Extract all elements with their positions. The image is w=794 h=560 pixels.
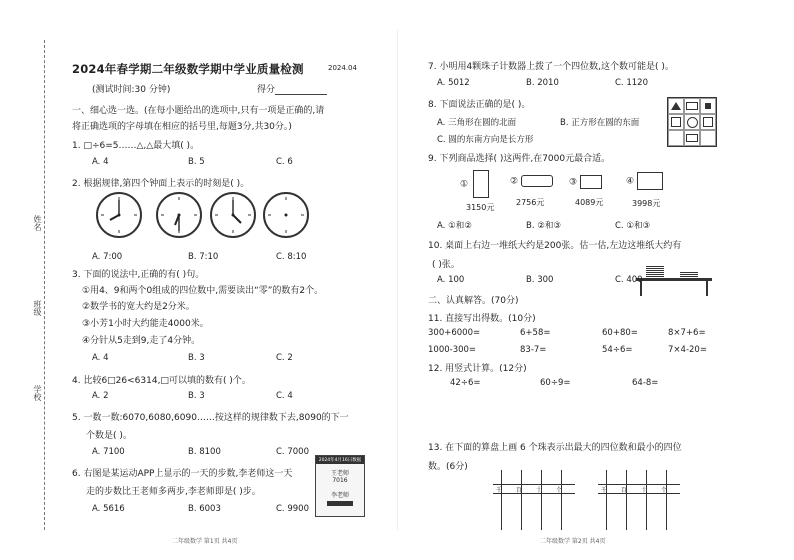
q9-text: 9. 下列商品选择( )这两件,在7000元最合适。 <box>428 154 611 164</box>
q8-option-c[interactable]: C. 圆的东南方向是长方形 <box>437 135 534 145</box>
section2-title: 二、认真解答。(70分) <box>428 296 519 306</box>
q3-text: 3. 下面的说法中,正确的有( )句。 <box>72 270 205 280</box>
product-4 <box>626 172 663 209</box>
class-label: 班级 <box>33 300 42 316</box>
abacus-min-col-tens: 十 <box>641 487 648 494</box>
grid-triangle-icon <box>668 98 684 114</box>
q7-option-a[interactable]: A. 5012 <box>437 78 470 88</box>
q12-text: 12. 用竖式计算。(12分) <box>428 364 527 374</box>
abacus-max-col-thousands: 千 <box>496 487 503 494</box>
product-2 <box>510 175 553 208</box>
q8-option-a[interactable]: A. 三角形在圆的北面 <box>437 118 517 128</box>
product-3-price: 4089元 <box>575 198 604 207</box>
step-app-name-2: 李老师 <box>330 492 349 499</box>
q1-option-b[interactable]: B. 5 <box>188 157 205 167</box>
q13-text-cont: 数。(6分) <box>428 462 468 472</box>
school-label: 学校 <box>33 385 42 401</box>
q11-r1-c4[interactable]: 8×7+6= <box>668 328 706 338</box>
binding-line <box>44 40 45 530</box>
q10-text-cont: ( )张。 <box>432 260 460 270</box>
product-1-price: 3150元 <box>466 203 495 212</box>
q11-r1-c3[interactable]: 60+80= <box>602 328 638 338</box>
q13-text: 13. 在下面的算盘上画 6 个珠表示出最大的四位数和最小的四位 <box>428 443 682 453</box>
abacus-min-col-hundreds: 百 <box>621 487 628 494</box>
q9-option-b[interactable]: B. ②和③ <box>526 221 561 231</box>
grid-square-icon-2 <box>700 114 716 130</box>
q5-text-cont: 个数是( )。 <box>86 431 132 441</box>
product-3-mark: ③ <box>569 177 578 188</box>
paper-table-illustration <box>636 256 712 296</box>
q12-item-2[interactable]: 60÷9= <box>540 378 571 388</box>
q11-r2-c2[interactable]: 83-7= <box>520 345 547 355</box>
q11-text: 11. 直接写出得数。(10分) <box>428 314 536 324</box>
monitor-icon <box>637 172 663 190</box>
q11-r2-c1[interactable]: 1000-300= <box>428 345 477 355</box>
clock-face-4 <box>263 192 309 238</box>
q8-option-b[interactable]: B. 正方形在圆的东面 <box>560 118 640 128</box>
grid-cell-empty-2 <box>700 130 716 146</box>
abacus-min-col-thousands: 千 <box>601 487 608 494</box>
left-footer: 二年级数学 第1页 共4页 <box>172 538 238 545</box>
q6-option-b[interactable]: B. 6003 <box>188 504 221 514</box>
q1-option-a[interactable]: A. 4 <box>92 157 109 167</box>
product-2-mark: ② <box>510 176 519 187</box>
abacus-max-col-tens: 十 <box>536 487 543 494</box>
exam-title: 2024年春学期二年级数学期中学业质量检测 <box>72 62 304 76</box>
q3-option-b[interactable]: B. 3 <box>188 353 205 363</box>
q10-option-c[interactable]: C. 400 <box>615 275 643 285</box>
q3-item-3: ③小芳1小时大约能走4000米。 <box>82 319 209 329</box>
product-3 <box>569 175 603 208</box>
fridge-icon <box>473 170 489 198</box>
q4-option-b[interactable]: B. 3 <box>188 391 205 401</box>
q3-item-2: ②数学书的宽大约是2分米。 <box>82 302 195 312</box>
clock-face-3 <box>210 192 256 238</box>
product-1 <box>460 170 494 213</box>
q1-option-c[interactable]: C. 6 <box>276 157 293 167</box>
clock-face-1 <box>96 192 142 238</box>
product-4-mark: ④ <box>626 176 635 187</box>
clock-face-2 <box>156 192 202 238</box>
step-app-panel <box>315 455 365 517</box>
q11-r2-c3[interactable]: 54÷6= <box>602 345 633 355</box>
q3-option-a[interactable]: A. 4 <box>92 353 109 363</box>
q5-option-b[interactable]: B. 8100 <box>188 447 221 457</box>
q3-option-c[interactable]: C. 2 <box>276 353 293 363</box>
section1-title: 一、细心选一选。(在每小题给出的选项中,只有一项是正确的,请 <box>72 106 325 116</box>
q3-item-4: ④分针从5走到9,走了4分钟。 <box>82 336 201 346</box>
q12-item-3[interactable]: 64-8= <box>632 378 659 388</box>
grid-rectangle-icon <box>684 98 700 114</box>
q5-text: 5. 一数一数:6070,6080,6090……按这样的规律数下去,8090的下一 <box>72 413 349 423</box>
q8-text: 8. 下面说法正确的是( )。 <box>428 100 531 110</box>
score-field[interactable] <box>257 82 327 95</box>
q7-option-b[interactable]: B. 2010 <box>526 78 559 88</box>
shape-grid <box>667 97 717 147</box>
q10-option-b[interactable]: B. 300 <box>526 275 554 285</box>
product-4-price: 3998元 <box>632 199 661 208</box>
abacus-min[interactable] <box>598 470 680 530</box>
q6-text: 6. 右图是某运动APP上显示的一天的步数,李老师这一天 <box>72 469 293 479</box>
q2-option-a[interactable]: A. 7:00 <box>92 252 123 262</box>
table-top <box>636 278 712 281</box>
abacus-min-col-ones: 个 <box>661 487 668 494</box>
name-label: 姓名 <box>33 215 42 231</box>
q6-option-a[interactable]: A. 5616 <box>92 504 125 514</box>
section1-title-cont: 将正确选项的字母填在相应的括号里,每题3分,共30分。) <box>72 122 292 132</box>
q11-r1-c2[interactable]: 6+58= <box>520 328 551 338</box>
abacus-max-col-ones: 个 <box>556 487 563 494</box>
step-app-hidden-value <box>327 501 353 506</box>
q11-r2-c4[interactable]: 7×4-20= <box>668 345 707 355</box>
q10-option-a[interactable]: A. 100 <box>437 275 465 285</box>
q3-item-1: ①用4、9和两个0组成的四位数中,需要读出“零”的数有2个。 <box>82 286 324 296</box>
q4-option-a[interactable]: A. 2 <box>92 391 109 401</box>
q7-option-c[interactable]: C. 1120 <box>615 78 648 88</box>
laptop-icon <box>580 175 602 189</box>
grid-flag-icon <box>700 98 716 114</box>
air-conditioner-icon <box>521 175 553 187</box>
q6-text-cont: 走的步数比王老师多两步,李老师即是( )步。 <box>86 487 261 497</box>
abacus-max[interactable] <box>493 470 575 530</box>
score-label: 得分 <box>257 85 276 95</box>
step-app-steps: 7016 <box>332 477 348 484</box>
time-note: (测试时间:30 分钟) <box>92 85 171 95</box>
paper-stack-left <box>646 266 664 278</box>
abacus-max-col-hundreds: 百 <box>516 487 523 494</box>
right-footer: 二年级数学 第2页 共4页 <box>540 538 606 545</box>
q10-text: 10. 桌面上右边一堆纸大约是200张。估一估,左边这堆纸大约有 <box>428 241 682 251</box>
grid-rectangle-icon-2 <box>684 130 700 146</box>
q2-option-c[interactable]: C. 8:10 <box>276 252 307 262</box>
exam-date: 2024.04 <box>328 64 357 72</box>
q6-option-c[interactable]: C. 9900 <box>276 504 309 514</box>
q5-option-c[interactable]: C. 7000 <box>276 447 309 457</box>
grid-circle-icon <box>684 114 700 130</box>
q9-option-c[interactable]: C. ①和③ <box>615 221 651 231</box>
step-app-name-1: 王老师 <box>330 470 349 477</box>
q2-option-b[interactable]: B. 7:10 <box>188 252 219 262</box>
q2-text: 2. 根据规律,第四个钟面上表示的时刻是( )。 <box>72 179 250 189</box>
product-2-price: 2756元 <box>516 198 545 207</box>
q7-text: 7. 小明用4颗珠子计数器上拨了一个四位数,这个数可能是( )。 <box>428 62 674 72</box>
q12-item-1[interactable]: 42÷6= <box>450 378 481 388</box>
q11-r1-c1[interactable]: 300+6000= <box>428 328 481 338</box>
q4-option-c[interactable]: C. 4 <box>276 391 293 401</box>
grid-cell-empty <box>668 130 684 146</box>
step-app-header: 2024年4月16日数据 <box>316 456 364 464</box>
grid-square-icon <box>668 114 684 130</box>
q9-option-a[interactable]: A. ①和② <box>437 221 472 231</box>
q5-option-a[interactable]: A. 7100 <box>92 447 125 457</box>
product-1-mark: ① <box>460 179 469 190</box>
q1-text: 1. □÷6=5……△,△最大填( )。 <box>72 141 200 151</box>
table-leg-right <box>706 281 708 296</box>
q4-text: 4. 比较6□26<6314,□可以填的数有( )个。 <box>72 376 251 386</box>
page-divider <box>397 30 398 530</box>
